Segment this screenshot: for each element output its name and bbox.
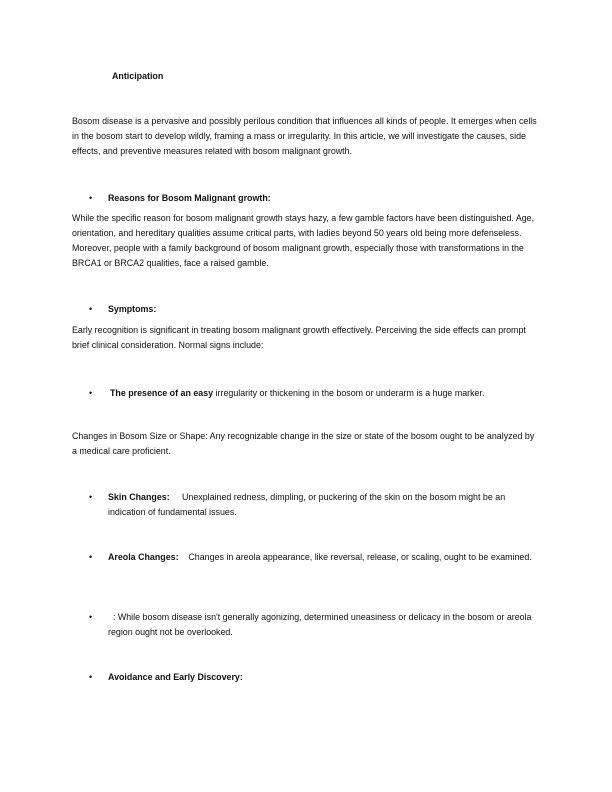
document-title: Anticipation — [112, 71, 164, 81]
presence-bold: The presence of an easy — [110, 388, 214, 398]
bullet-icon: • — [89, 612, 93, 622]
presence-item — [110, 386, 542, 401]
areola-bold: Areola Changes: — [108, 552, 179, 562]
bullet-icon: • — [89, 492, 93, 502]
avoidance-heading: Avoidance and Early Discovery: — [108, 672, 243, 682]
bullet-icon: • — [89, 672, 93, 682]
bullet-icon: • — [89, 193, 93, 203]
symptoms-paragraph: Early recognition is significant in treating bosom malignant growth effectively. Perceiving the side effects can prompt brief clinical consideration. Normal signs include: — [72, 325, 526, 350]
pain-item: : While bosom disease isn't generally agonizing, determined uneasiness or delicacy in the bosom or areola region ought not be overlooked. — [108, 612, 534, 637]
skin-bold: Skin Changes: — [108, 492, 170, 502]
bullet-icon: • — [89, 388, 93, 398]
presence-text: irregularity or thickening in the bosom or underarm is a huge marker. — [213, 388, 485, 398]
changes-paragraph: Changes in Bosom Size or Shape: Any recognizable change in the size or state of the bosom ought to be analyzed by a medical care proficient. — [72, 431, 535, 456]
skin-text: Unexplained redness, dimpling, or puckering of the skin on the bosom might be an indication of fundamental issues. — [108, 492, 508, 517]
bullet-icon: • — [89, 552, 93, 562]
bullet-icon: • — [89, 304, 93, 314]
skin-item — [108, 490, 540, 520]
areola-text: Changes in areola appearance, like reversal, release, or scaling, ought to be examined. — [178, 552, 532, 562]
symptoms-heading: Symptoms: — [108, 304, 157, 314]
reasons-heading: Reasons for Bosom Malignant growth: — [108, 193, 271, 203]
reasons-paragraph: While the specific reason for bosom malignant growth stays hazy, a few gamble factors have been distinguished. Age, orientation, and hereditary qualities assume critical parts, with ladies beyond 50 years old being more defenseless. Moreover, people with a family background of bosom malignant growth, especially those with transformations in the BRCA1 or BRCA2 qualities, face a raised gamble. — [72, 213, 535, 268]
intro-paragraph: Bosom disease is a pervasive and possibly perilous condition that influences all kinds of people. It emerges when cells in the bosom start to develop wildly, framing a mass or irregularity. In this article, we will investigate the causes, side effects, and preventive measures related with bosom malignant growth. — [72, 116, 537, 156]
areola-item — [108, 550, 540, 565]
